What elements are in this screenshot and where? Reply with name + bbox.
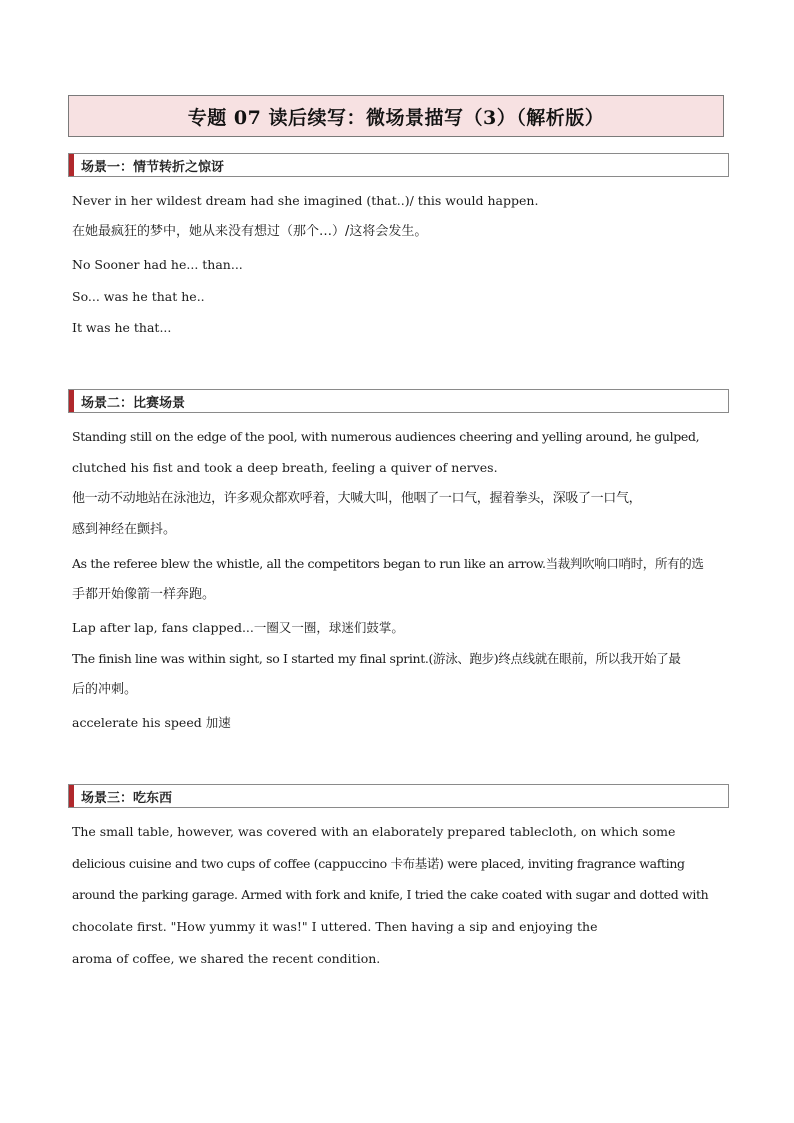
text-line: accelerate his speed 加速 [72,715,231,730]
section-accent-bar [69,390,74,412]
text-line: So... was he that he.. [72,289,205,304]
text-line: 手都开始像箭一样奔跑。 [72,587,216,602]
section-title: 场景二：比赛场景 [81,395,186,411]
text-line: The small table, however, was covered with an elaborately prepared tablecloth, on which some [72,824,676,839]
section-header-competition [68,389,729,413]
text-line: chocolate first. "How yummy it was!" I uttered. Then having a sip and enjoying the [72,919,598,934]
text-line: Never in her wildest dream had she imagined (that..)/ this would happen. [72,193,539,208]
section-header-eating [68,784,729,808]
text-line: The finish line was within sight, so I started my final sprint.(游泳、跑步)终点线就在眼前，所以我开始了最 [72,651,681,666]
text-line: It was he that... [72,320,172,335]
text-line: No Sooner had he... than... [72,257,243,272]
text-line: 感到神经在颤抖。 [72,522,177,537]
text-line: aroma of coffee, we shared the recent condition. [72,951,381,966]
text-line: Lap after lap, fans clapped...一圈又一圈，球迷们鼓掌。 [72,620,404,635]
document-title: 专题 07 读后续写：微场景描写（3）（解析版） [187,106,605,129]
text-line: 在她最疯狂的梦中，她从来没有想过（那个…）/这将会发生。 [72,224,428,239]
text-line: As the referee blew the whistle, all the competitors began to run like an arrow.当裁判吹响口哨时，所有的选 [72,556,704,571]
section-header-surprise [68,153,729,177]
section-title: 场景三：吃东西 [81,790,173,806]
section-title: 场景一：情节转折之惊讶 [81,159,225,175]
section-accent-bar [69,785,74,807]
text-line: Standing still on the edge of the pool, with numerous audiences cheering and yelling around, he gulped, [72,429,700,444]
text-line: 后的冲刺。 [72,682,138,697]
text-line: around the parking garage. Armed with fork and knife, I tried the cake coated with sugar and dotted with [72,887,709,902]
text-line: 他一动不动地站在泳池边，许多观众都欢呼着，大喊大叫，他咽了一口气，握着拳头，深吸了一口气， [72,491,642,506]
document-title-box [68,95,724,137]
text-line: clutched his fist and took a deep breath, feeling a quiver of nerves. [72,460,498,475]
text-line: delicious cuisine and two cups of coffee (cappuccino 卡布基诺) were placed, inviting fragrance wafting [72,856,685,871]
section-accent-bar [69,154,74,176]
